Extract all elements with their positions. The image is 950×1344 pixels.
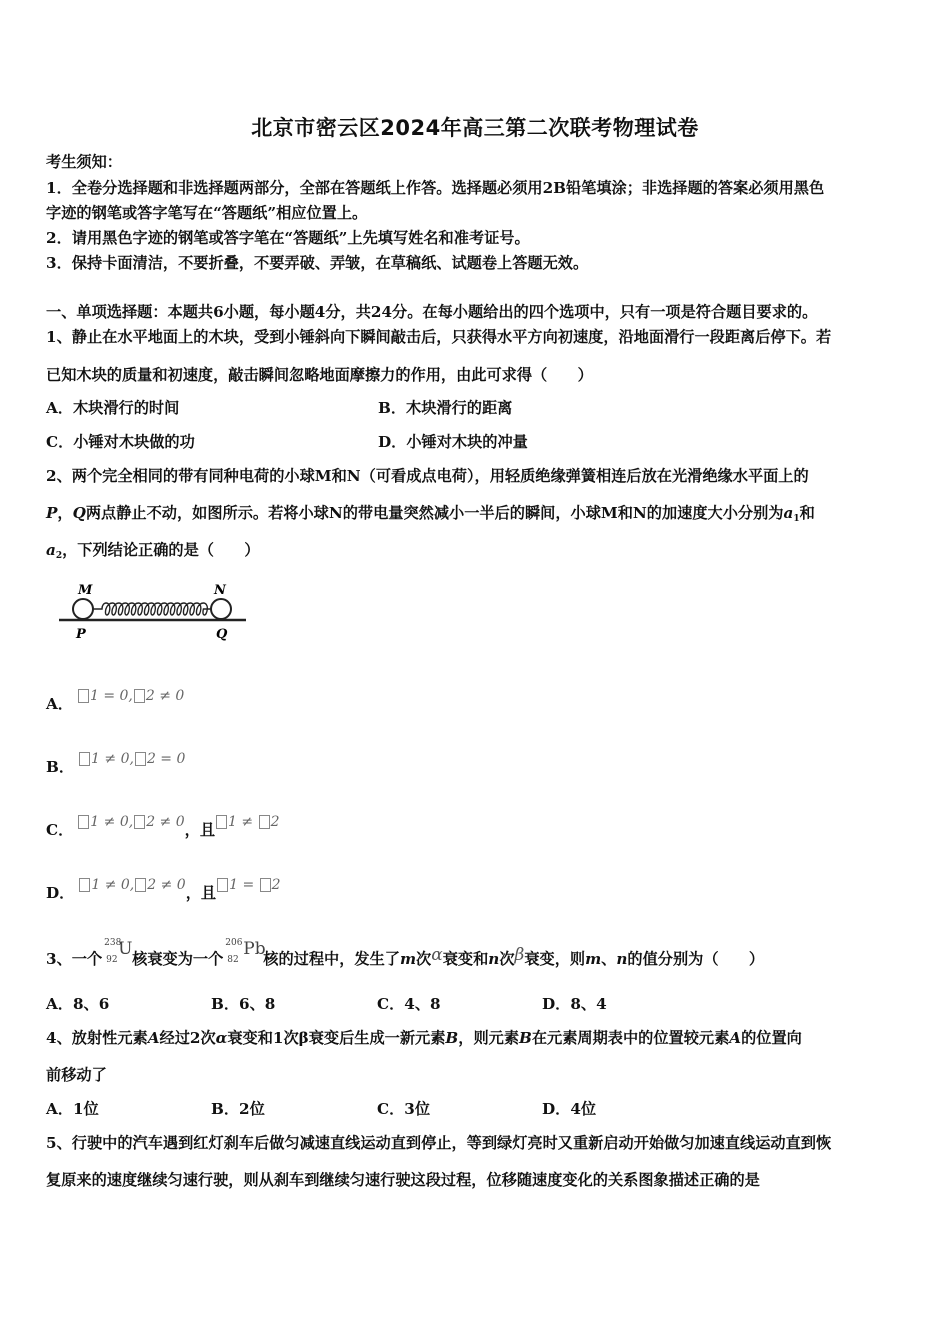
q3-option-a: A．8、6: [46, 995, 110, 1013]
q3-option-c: C．4、8: [377, 995, 441, 1013]
pb-symbol: Pb: [243, 939, 266, 959]
q1-line-2: 已知木块的质量和初速度，敲击瞬间忽略地面摩擦力的作用，由此可求得（ ）: [46, 366, 593, 384]
q2-option-d: [46, 876, 281, 903]
q1-line-1: 1、静止在水平地面上的木块，受到小锤斜向下瞬间敲击后，只获得水平方向初速度，沿地面滑行一段距离后停下。若: [46, 328, 832, 346]
q2-option-b-label: B．: [46, 758, 75, 776]
q4-text: 4、放射性元素: [46, 1029, 148, 1047]
q4-stem-line-2: 前移动了: [46, 1066, 107, 1084]
uranium-nuclide: [102, 938, 133, 968]
q3-var-m: m: [585, 950, 602, 968]
missing-glyph-icon: [78, 689, 89, 703]
q3-var-m: m: [399, 950, 417, 968]
q3-option-d: D．8、4: [542, 995, 607, 1013]
expr-part: 2 ≠ 0: [145, 687, 185, 704]
q2-line-2: [46, 502, 815, 524]
notice-line-1: 1．全卷分选择题和非选择题两部分，全部在答题纸上作答。选择题必须用2B铅笔填涂；非选择题的答案必须用黑色: [46, 179, 825, 197]
q3-text: 3、一个: [46, 950, 103, 968]
q1-option-c: C．小锤对木块做的功: [46, 433, 195, 451]
q4-text: 经过2次: [159, 1029, 216, 1047]
q4-element-a: A: [729, 1029, 742, 1047]
section-heading: 一、单项选择题：本题共6小题，每小题4分，共24分。在每小题给出的四个选项中，只有一项是符合题目要求的。: [46, 303, 818, 321]
q1-option-d: D．小锤对木块的冲量: [378, 433, 528, 451]
q3-option-b: B．6、8: [211, 995, 276, 1013]
expr-part: 1 =: [229, 876, 259, 893]
pb-atomic-number: 82: [227, 955, 239, 965]
q2-line-3: [46, 539, 260, 561]
q3-text: 、: [601, 950, 617, 968]
q3-var-n: n: [616, 950, 628, 968]
q2-point-q: Q: [72, 504, 86, 522]
q5-line-2: 复原来的速度继续匀速行驶，则从刹车到继续匀速行驶这段过程，位移随速度变化的关系图象描述正确的是: [46, 1171, 760, 1189]
alpha-symbol: α: [431, 945, 443, 965]
missing-glyph-icon: [79, 878, 90, 892]
q2-option-a: [46, 687, 185, 714]
q4-stem-line-1: [46, 1027, 802, 1048]
notice-line-3: 2．请用黑色字迹的钢笔或答字笔在“答题纸”上先填写姓名和准考证号。: [46, 229, 530, 247]
expr-part: 2: [271, 876, 281, 893]
q2-line-2-text: 两点静止不动，如图所示。若将小球N的带电量突然减小一半后的瞬间，小球M和N的加速度大小分别为: [85, 504, 784, 522]
q2-a1-symbol: a: [783, 504, 794, 522]
ball-n: [211, 599, 231, 619]
notice-line-2: 字迹的钢笔或答字笔写在“答题纸”相应位置上。: [46, 204, 368, 222]
exam-title: 北京市密云区2024年高三第二次联考物理试卷: [251, 116, 699, 140]
expr-part: 1 ≠ 0,: [91, 876, 135, 893]
q2-option-c-label: C．: [46, 821, 74, 839]
q3-text: 次: [416, 950, 432, 968]
q3-stem: [46, 938, 765, 969]
q2-line-2-end: 和: [799, 504, 815, 522]
missing-glyph-icon: [216, 815, 227, 829]
q4-element-b: B: [445, 1029, 459, 1047]
q3-text: 衰变和: [442, 950, 489, 968]
q2-a2-symbol: a: [46, 541, 56, 559]
q1-option-a: A．木块滑行的时间: [46, 399, 180, 417]
spring-diagram: [56, 578, 256, 646]
q2-option-b-expr: [78, 751, 185, 767]
u-atomic-number: 92: [106, 955, 118, 965]
missing-glyph-icon: [135, 878, 146, 892]
q2-option-c-and: ，且: [184, 821, 216, 839]
q3-text: 核衰变为一个: [132, 950, 224, 968]
q2-point-p: P: [46, 504, 58, 522]
missing-glyph-icon: [134, 689, 145, 703]
expr-part: 1 ≠: [228, 813, 258, 830]
q2-option-d-label: D．: [46, 884, 75, 902]
q4-text: 的位置向: [741, 1029, 802, 1047]
beta-symbol: β: [514, 945, 525, 965]
q2-line-3-text: ，下列结论正确的是（ ）: [62, 541, 260, 559]
q2-a1-sub: 1: [793, 514, 800, 524]
pb-mass-number: 206: [225, 938, 243, 948]
expr-part: 1 ≠ 0,: [90, 813, 134, 830]
q4-option-c: C．3位: [377, 1100, 431, 1118]
missing-glyph-icon: [78, 815, 89, 829]
q2-option-a-expr: [77, 688, 184, 704]
expr-part: 1 = 0,: [89, 687, 133, 704]
missing-glyph-icon: [260, 878, 271, 892]
q3-text: 次: [499, 950, 515, 968]
q2-option-c-expr: [77, 814, 184, 830]
q3-var-n: n: [488, 950, 500, 968]
q4-text: ，则元素: [458, 1029, 520, 1047]
q4-option-a: A．1位: [46, 1100, 99, 1118]
q2-a2-sub: 2: [55, 551, 63, 561]
q2-option-d-and: ，且: [185, 884, 217, 902]
q2-option-b: [46, 750, 186, 777]
expr-part: 2 ≠ 0: [146, 813, 185, 830]
expr-part: 2 = 0: [146, 750, 186, 767]
u-mass-number: 238: [104, 938, 122, 948]
q4-element-a: A: [147, 1029, 160, 1047]
q3-text: 衰变，则: [524, 950, 586, 968]
expr-part: 2 ≠ 0: [147, 876, 186, 893]
q2-option-d-tail: [216, 877, 280, 893]
q4-option-b: B．2位: [211, 1100, 265, 1118]
q2-line-1: 2、两个完全相同的带有同种电荷的小球M和N（可看成点电荷），用轻质绝缘弹簧相连后放在光滑绝缘水平面上的: [46, 467, 809, 485]
spring: [93, 603, 211, 615]
q4-option-d: D．4位: [542, 1100, 597, 1118]
figure-label-m: M: [78, 583, 93, 598]
q3-text: 的值分别为（ ）: [627, 950, 765, 968]
expr-part: 2: [270, 813, 280, 830]
missing-glyph-icon: [134, 815, 145, 829]
expr-part: 1 ≠ 0,: [91, 750, 134, 767]
lead-nuclide: [223, 938, 266, 968]
missing-glyph-icon: [79, 752, 90, 766]
alpha-symbol: α: [215, 1029, 228, 1047]
figure-label-n: N: [214, 583, 226, 598]
q4-text: 衰变和1次β衰变后生成一新元素: [227, 1029, 446, 1047]
q2-option-a-label: A．: [46, 695, 73, 713]
q1-option-b: B．木块滑行的距离: [378, 399, 513, 417]
q5-line-1: 5、行驶中的汽车遇到红灯刹车后做匀减速直线运动直到停止，等到绿灯亮时又重新启动开始做匀加速直线运动直到恢: [46, 1134, 832, 1152]
q2-option-c: [46, 813, 280, 840]
u-symbol: U: [118, 939, 133, 959]
q3-text: 核的过程中，发生了: [263, 950, 400, 968]
notice-heading: 考生须知：: [46, 153, 122, 171]
missing-glyph-icon: [259, 815, 270, 829]
q2-option-c-tail: [215, 814, 279, 830]
figure-label-p: P: [76, 627, 86, 642]
missing-glyph-icon: [135, 752, 146, 766]
notice-line-4: 3．保持卡面清洁，不要折叠，不要弄破、弄皱，在草稿纸、试题卷上答题无效。: [46, 254, 589, 272]
q2-option-d-expr: [78, 877, 185, 893]
figure-label-q: Q: [216, 627, 228, 642]
missing-glyph-icon: [217, 878, 228, 892]
q2-sep: ，: [57, 504, 73, 522]
ball-m: [73, 599, 93, 619]
q4-text: 在元素周期表中的位置较元素: [531, 1029, 730, 1047]
q4-element-b: B: [519, 1029, 532, 1047]
